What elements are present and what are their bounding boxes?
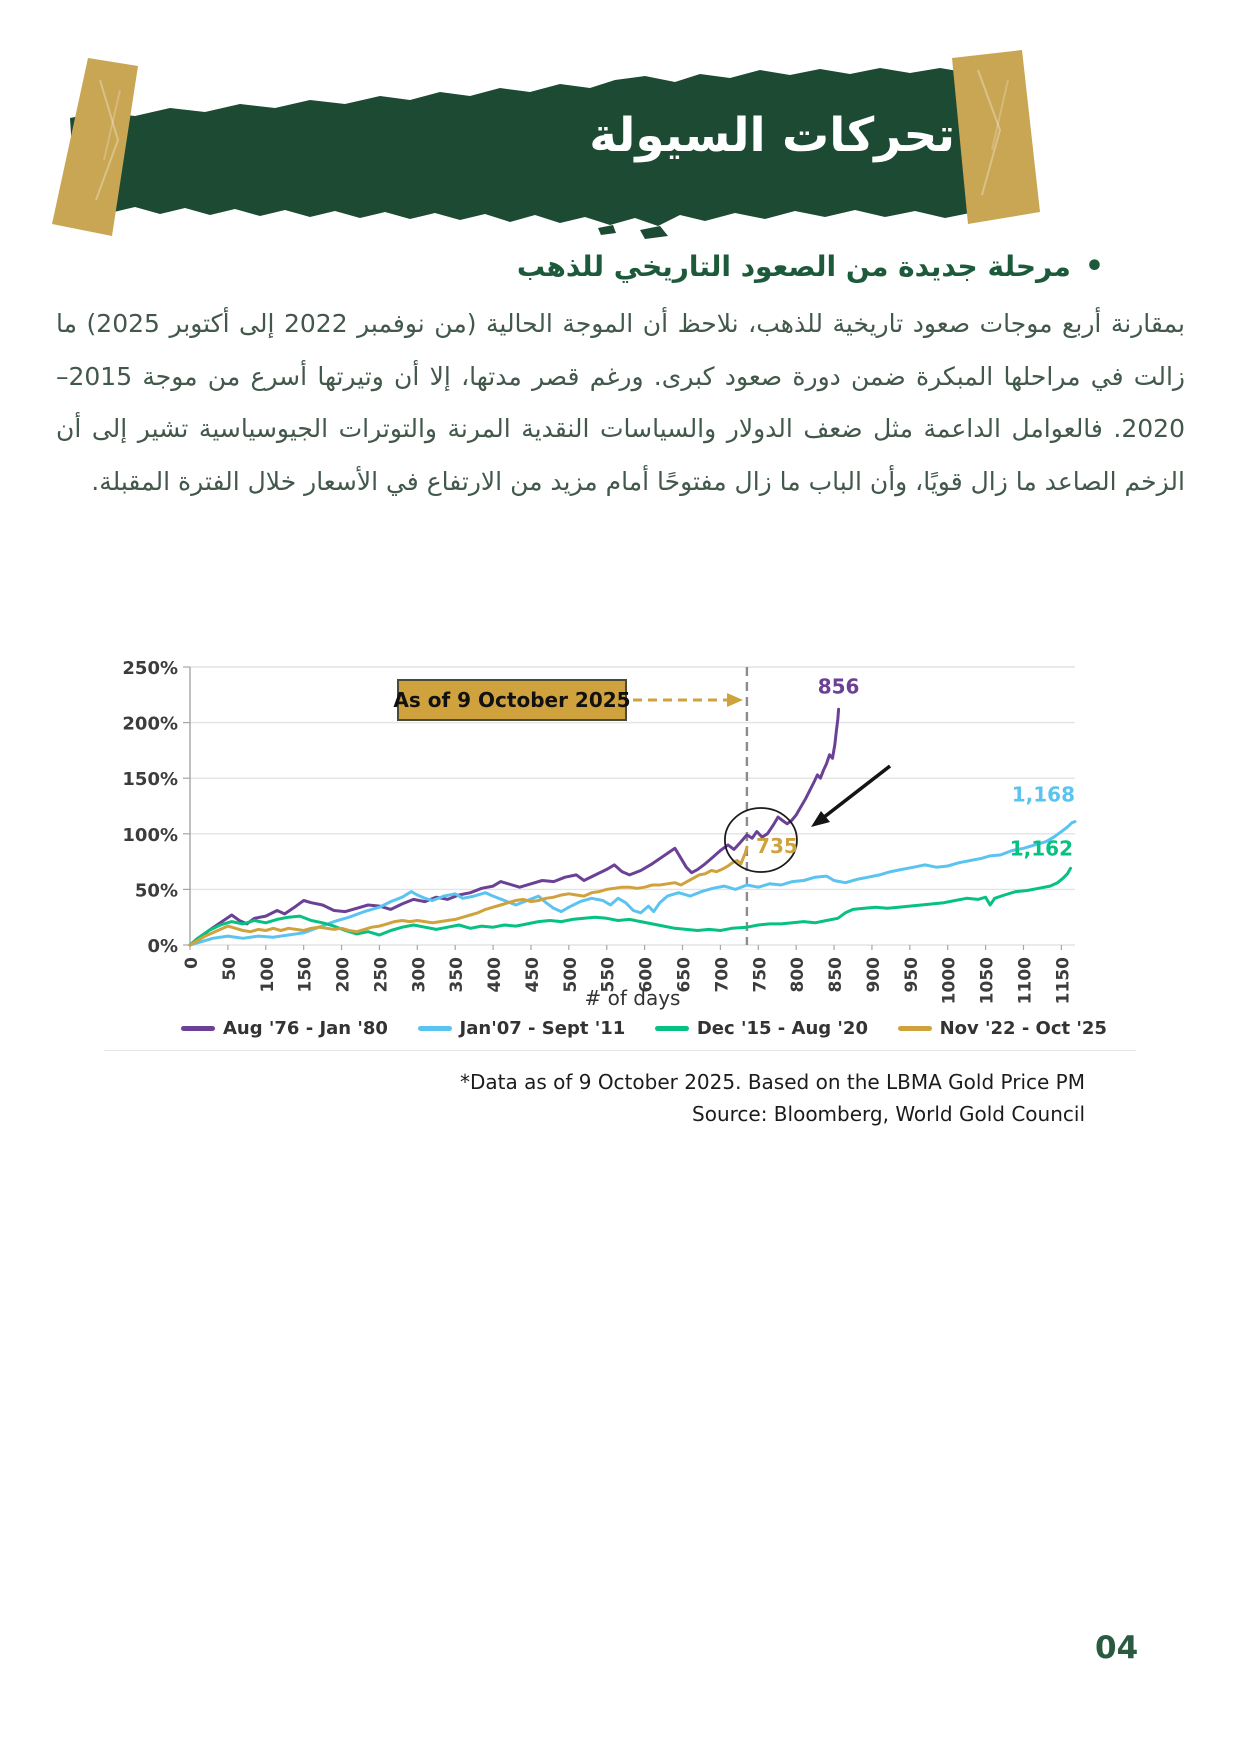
x-tick-label: 400 — [485, 957, 506, 993]
section-heading-text: مرحلة جديدة من الصعود التاريخي للذهب — [516, 250, 1071, 283]
body-paragraph: بمقارنة أربع موجات صعود تاريخية للذهب، نلاحظ أن الموجة الحالية (من نوفمبر 2022 إلى أكتوبر 2025) ما زالت في مراحلها المبكرة ضمن دورة صعود كبرى. ورغم قصر مدتها، إلا أن وتيرتها أسرع من موجة 2015–2020. فالعوامل الداعمة مثل ضعف الدولار والسياسات النقدية المرنة والتوترات الجيوسياسية تشير إلى أن الزخم الصاعد ما زال قويًا، وأن الباب ما زال مفتوحًا أمام مزيد من الارتفاع في الأسعار خلال الفترة المقبلة. — [56, 309, 1185, 496]
legend-swatch — [898, 1026, 932, 1031]
legend-swatch — [418, 1026, 452, 1031]
arrow-head-icon — [727, 693, 743, 707]
x-tick-label: 950 — [901, 957, 922, 993]
as-of-callout — [393, 680, 743, 720]
x-tick-label: 650 — [674, 957, 695, 993]
x-tick-label: 300 — [409, 957, 430, 993]
y-tick-label: 200% — [122, 713, 178, 735]
legend-label: Dec '15 - Aug '20 — [696, 1018, 868, 1039]
end-label-0: 856 — [817, 674, 860, 699]
x-tick-label: 1050 — [977, 957, 998, 1005]
bullet-icon: • — [1084, 248, 1104, 284]
as-of-label: As of 9 October 2025 — [393, 688, 631, 712]
y-tick-label: 0% — [147, 936, 178, 957]
page-number: 04 — [1095, 1630, 1139, 1666]
x-tick-label: 0 — [182, 957, 202, 969]
end-label-2: 1,162 — [1009, 836, 1073, 861]
footnote-line-2: Source: Bloomberg, World Gold Council — [692, 1102, 1085, 1126]
y-tick-label: 100% — [122, 824, 178, 846]
footnote-line-1: *Data as of 9 October 2025. Based on the LBMA Gold Price PM — [459, 1070, 1085, 1094]
legend-label: Nov '22 - Oct '25 — [939, 1018, 1107, 1039]
x-tick-label: 500 — [560, 957, 581, 993]
x-tick-label: 450 — [522, 957, 543, 993]
x-tick-label: 1000 — [939, 957, 960, 1005]
x-tick-label: 600 — [636, 957, 657, 993]
legend-label: Jan'07 - Sept '11 — [459, 1018, 626, 1039]
end-label-1: 1,168 — [1011, 782, 1075, 807]
x-tick-label: 550 — [598, 957, 619, 993]
legend-swatch — [655, 1026, 689, 1031]
gold-waves-chart — [95, 565, 1145, 1025]
legend-item — [418, 1018, 626, 1039]
x-tick-label: 900 — [863, 957, 884, 993]
torn-fragment — [640, 226, 668, 239]
x-tick-label: 700 — [712, 957, 733, 993]
x-axis-title: # of days — [584, 986, 681, 1010]
series-line-0 — [190, 709, 839, 945]
x-tick-label: 800 — [788, 957, 809, 993]
x-tick-label: 350 — [447, 957, 468, 993]
page-title: تحركات السيولة — [589, 108, 955, 163]
chart-legend — [95, 1018, 1145, 1039]
x-tick-label: 850 — [826, 957, 847, 993]
torn-fragment — [598, 225, 616, 235]
x-tick-label: 1100 — [1015, 957, 1036, 1005]
x-tick-label: 50 — [219, 957, 240, 981]
end-label-3: 735 — [756, 834, 798, 859]
chart-divider — [104, 1050, 1136, 1051]
x-tick-label: 100 — [257, 957, 278, 993]
x-tick-label: 250 — [371, 957, 392, 993]
y-tick-label: 50% — [134, 880, 178, 902]
legend-label: Aug '76 - Jan '80 — [223, 1018, 388, 1039]
series-end-labels — [756, 674, 1075, 860]
x-tick-label: 1150 — [1053, 957, 1074, 1005]
y-tick-label: 250% — [122, 658, 178, 679]
x-tick-label: 200 — [333, 957, 354, 993]
legend-item — [181, 1018, 388, 1039]
y-tick-label: 150% — [122, 769, 178, 791]
section-heading — [517, 250, 1104, 283]
x-tick-label: 150 — [295, 957, 316, 993]
legend-swatch — [181, 1026, 215, 1031]
legend-item — [898, 1018, 1107, 1039]
legend-item — [655, 1018, 868, 1039]
x-tick-label: 750 — [750, 957, 771, 993]
chart-source-note — [460, 1066, 1085, 1130]
